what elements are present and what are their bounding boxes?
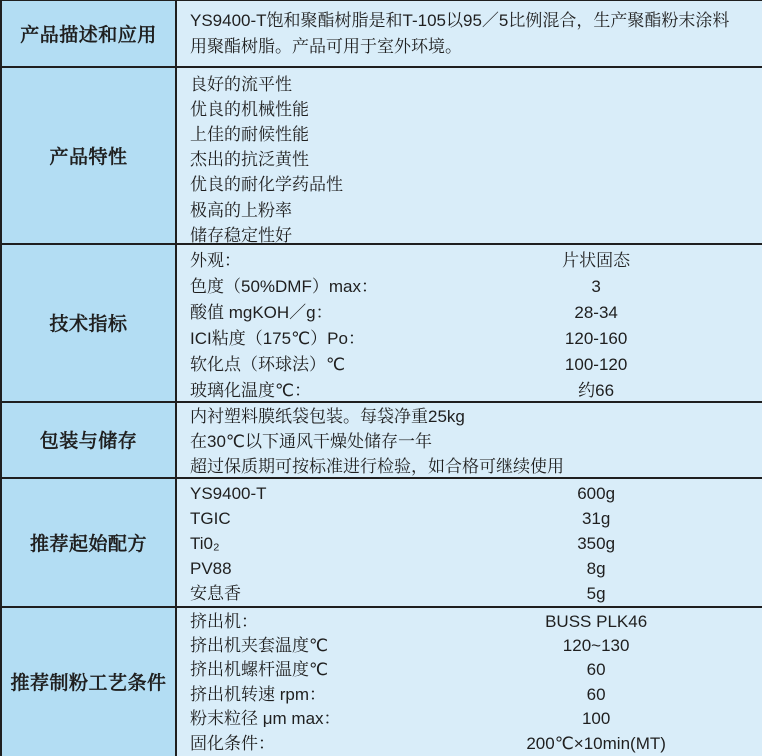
condition-value: 100 [581,709,611,729]
row-label-packaging-storage: 包装与储存 [2,403,177,477]
formula-row [190,556,762,581]
row-packaging-storage [2,403,762,479]
formula-ingredient: Ti0₂ [190,533,220,553]
row-label-process-conditions: 推荐制粉工艺条件 [2,608,177,756]
spec-key: 色度（50%DMF）max： [190,276,378,296]
formula-ingredient: 安息香 [190,584,241,604]
spec-key: 外观： [190,250,241,270]
spec-value: 约66 [578,380,615,400]
condition-value: 60 [586,684,606,704]
process-conditions-list [177,608,762,756]
packaging-item: 内衬塑料膜纸袋包装。每袋净重25kg [190,406,465,426]
technical-specs-list [177,245,762,401]
packaging-item: 超过保质期可按标准进行检验，如合格可继续使用 [190,456,564,476]
spec-row [190,326,762,352]
row-product-features [2,68,762,245]
feature-item: 极高的上粉率 [190,200,292,220]
formula-row [190,506,762,531]
packaging-item: 在30℃以下通风干燥处储存一年 [190,431,433,451]
row-label-technical-specs: 技术指标 [2,245,177,401]
spec-row [190,352,762,378]
formula-ingredient: PV88 [190,559,232,579]
condition-key: 挤出机夹套温度℃ [190,635,329,655]
product-description-text: YS9400-T饱和聚酯树脂是和T-105以95／5比例混合，生产聚酯粉末涂料用聚酯树脂。产品可用于室外环境。 [177,1,762,66]
row-starting-formula [2,479,762,608]
condition-key: 挤出机转速 rpm： [190,684,326,704]
starting-formula-list [177,479,762,606]
condition-row [190,683,762,707]
product-features-list [177,68,762,243]
feature-item: 储存稳定性好 [190,225,292,243]
spec-key: 软化点（环球法）℃ [190,354,346,374]
condition-value: 200℃×10min(MT) [526,733,666,753]
formula-ingredient: YS9400-T [190,483,267,503]
condition-key: 挤出机： [190,611,258,631]
row-label-starting-formula: 推荐起始配方 [2,479,177,606]
condition-key: 粉末粒径 μm max： [190,709,341,729]
spec-row [190,378,762,401]
condition-key: 固化条件： [190,733,275,753]
formula-amount: 600g [577,483,616,503]
feature-item: 杰出的抗泛黄性 [190,150,309,170]
condition-value: 120~130 [562,635,630,655]
spec-key: ICI粘度（175℃）Po： [190,328,365,348]
row-process-conditions [2,608,762,756]
condition-value: BUSS PLK46 [545,611,648,631]
formula-row [190,531,762,556]
row-label-product-features: 产品特性 [2,68,177,243]
condition-row [190,634,762,658]
formula-amount: 8g [586,559,606,579]
condition-value: 60 [586,660,606,680]
spec-row [190,274,762,300]
spec-key: 玻璃化温度℃： [190,380,312,400]
spec-value: 100-120 [564,354,628,374]
condition-row [190,658,762,682]
spec-row [190,248,762,274]
condition-row [190,732,762,756]
feature-item: 良好的流平性 [190,74,292,94]
formula-ingredient: TGIC [190,508,231,528]
formula-amount: 5g [586,584,606,604]
formula-row [190,481,762,506]
spec-value: 片状固态 [562,250,631,270]
feature-item: 上佳的耐候性能 [190,124,309,144]
spec-value: 28-34 [574,302,618,322]
condition-row [190,707,762,731]
spec-value: 120-160 [564,328,628,348]
feature-item: 优良的机械性能 [190,99,309,119]
spec-value: 3 [591,276,601,296]
spec-key: 酸值 mgKOH／g： [190,302,333,322]
formula-amount: 31g [581,508,611,528]
formula-amount: 350g [577,533,616,553]
condition-row [190,610,762,634]
condition-key: 挤出机螺杆温度℃ [190,660,329,680]
row-product-description [2,1,762,68]
feature-item: 优良的耐化学药品性 [190,175,343,195]
packaging-storage-list [177,403,762,477]
spec-row [190,300,762,326]
formula-row [190,581,762,605]
row-label-product-description: 产品描述和应用 [2,1,177,66]
row-technical-specs [2,245,762,403]
